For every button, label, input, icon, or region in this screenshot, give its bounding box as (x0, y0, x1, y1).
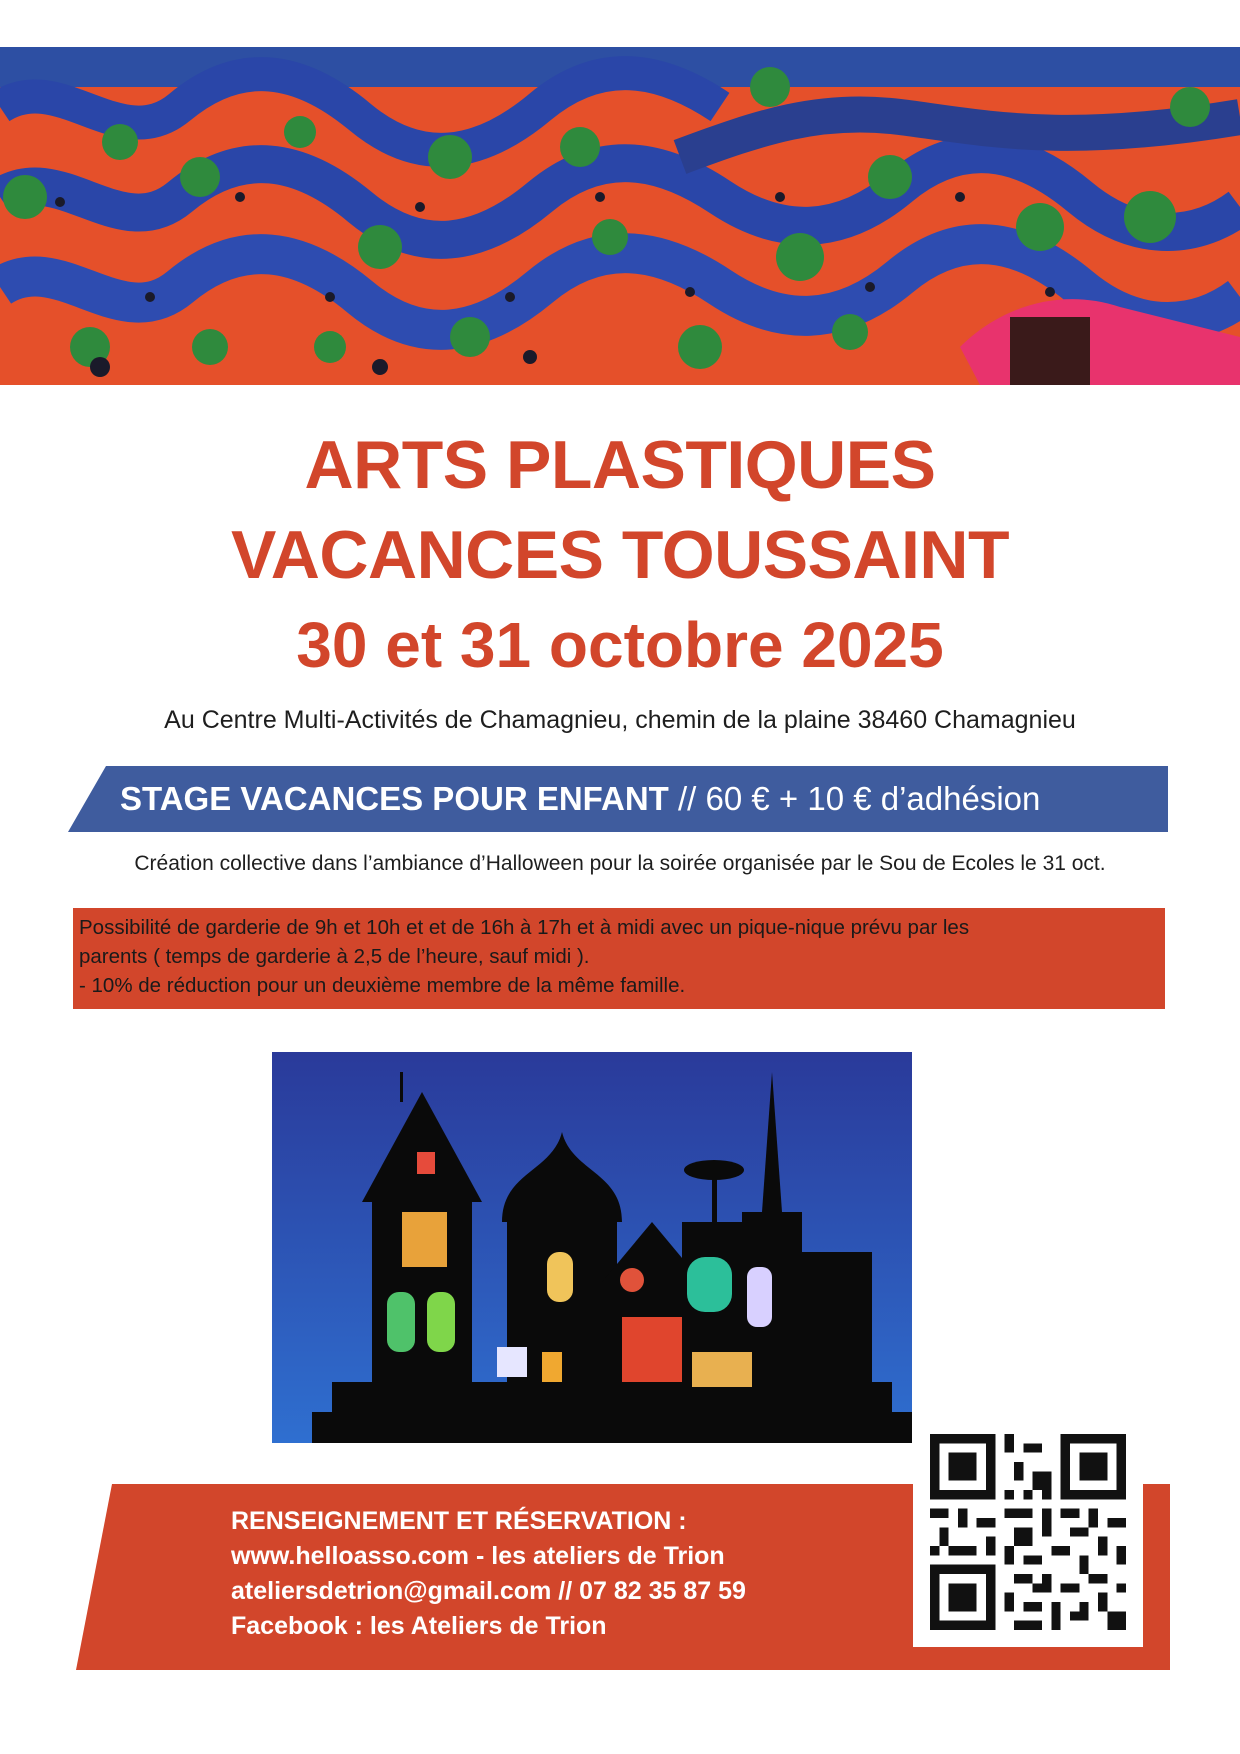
creation-text: Création collective dans l’ambiance d’Halloween pour la soirée organisée par le Sou de Ecoles le 31 oct. (134, 852, 1106, 875)
qr-code-icon (930, 1434, 1126, 1630)
garderie-line: - 10% de réduction pour un deuxième membre de la même famille. (79, 974, 686, 997)
contact-text (231, 1504, 746, 1644)
garderie-box (73, 908, 1165, 1009)
castle-illustration (272, 1052, 912, 1443)
abstract-painting-image (0, 47, 1240, 385)
title-block (0, 420, 1240, 690)
banner-painting (0, 47, 1240, 385)
address-text: Au Centre Multi-Activités de Chamagnieu, chemin de la plaine 38460 Chamagnieu (164, 706, 1076, 734)
contact-facebook[interactable]: Facebook : les Ateliers de Trion (231, 1612, 607, 1640)
contact-email-phone[interactable]: ateliersdetrion@gmail.com // 07 82 35 87 59 (231, 1577, 746, 1605)
garderie-line: parents ( temps de garderie à 2,5 de l’heure, sauf midi ). (79, 945, 590, 968)
qr-code[interactable] (913, 1421, 1143, 1647)
contact-website[interactable]: www.helloasso.com - les ateliers de Trion (231, 1542, 725, 1570)
garderie-line: Possibilité de garderie de 9h et 10h et et de 16h à 17h et à midi avec un pique-nique prévu par les (79, 916, 970, 939)
title-arts-plastiques: ARTS PLASTIQUES (304, 427, 936, 503)
contact-heading: RENSEIGNEMENT ET RÉSERVATION : (231, 1507, 687, 1535)
haunted-castle-image (272, 1052, 912, 1443)
title-vacances-toussaint: VACANCES TOUSSAINT (230, 517, 1010, 593)
stage-price: // 60 € + 10 € d’adhésion (668, 780, 1041, 817)
stage-label: STAGE VACANCES POUR ENFANT (120, 780, 669, 817)
stage-banner (68, 766, 1168, 832)
stage-text (120, 766, 1040, 832)
title-dates: 30 et 31 octobre 2025 (296, 609, 944, 681)
